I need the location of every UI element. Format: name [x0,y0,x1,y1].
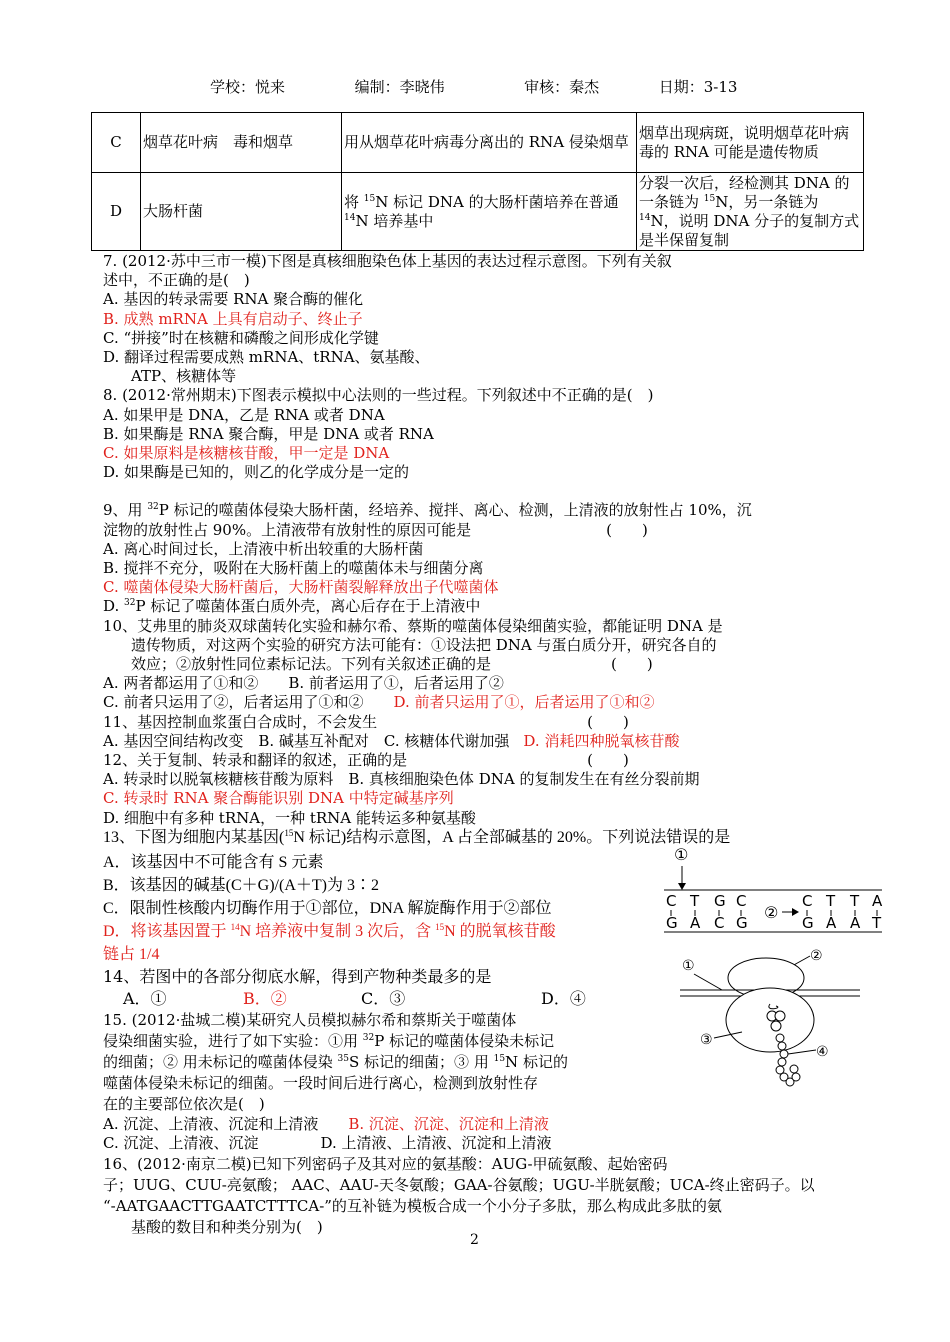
q7-option-a: A. 基因的转录需要 RNA 聚合酶的催化 [103,290,364,309]
base: T [850,892,860,910]
base: G [666,914,678,932]
q15-stem-cont3: 噬菌体侵染未标记的细菌。一段时间后进行离心，检测到放射性存 [103,1074,539,1093]
q15-option-b-answer: B. 沉淀、沉淀、沉淀和上清液 [348,1115,549,1134]
q14-stem: 14、若图中的各部分彻底水解，得到产物种类最多的是 [103,967,492,987]
q16-stem: 16、(2012·南京二模)已知下列密码子及其对应的氨基酸：AUG-甲硫氨酸、起始密码 [103,1154,668,1173]
base: G [802,914,814,932]
q15-stem-cont2: 的细菌；② 用未标记的噬菌体侵染 $^{35}$S 标记的细菌；③ 用 $^{15}$N 标记的 [103,1053,568,1072]
row-result: 烟草出现病斑，说明烟草花叶病毒的 RNA 可能是遗传物质 [637,113,864,173]
q11-options: A. 基因空间结构改变 B. 碱基互补配对 C. 核糖体代谢加强 D. 消耗四种脱氧核苷酸 [103,731,680,750]
q7-option-b-answer: B. 成熟 mRNA 上具有启动子、终止子 [103,309,363,328]
q7-option-d: D. 翻译过程需要成熟 mRNA、tRNA、氨基酸、 [103,348,430,367]
q13-option-b: B．该基因的碱基(C＋G)/(A＋T)为 3∶2 [103,877,379,895]
base: T [872,914,882,932]
table-row [92,173,864,251]
ribosome-label-2: ② [810,948,823,964]
q13-option-a: A．该基因中不可能含有 S 元素 [103,854,324,872]
q15-option-cd: C. 沉淀、上清液、沉淀 D. 上清液、上清液、沉淀和上清液 [103,1134,552,1153]
q9-option-a: A. 离心时间过长，上清液中析出较重的大肠杆菌 [103,539,424,558]
base: C [802,892,813,910]
q11-stem: 11、基因控制血浆蛋白合成时，不会发生 ( ) [103,712,629,731]
row-method: 用从烟草花叶病毒分离出的 RNA 侵染烟草 [342,113,637,173]
base: T [690,892,700,910]
q12-stem: 12、关于复制、转录和翻译的叙述，正确的是 ( ) [103,751,629,770]
q10-stem: 10、艾弗里的肺炎双球菌转化实验和赫尔希、蔡斯的噬菌体侵染细菌实验，都能证明 DNA 是 [103,616,723,635]
q8-option-c-answer: C. 如果原料是核糖核苷酸，甲一定是 DNA [103,444,390,463]
q16-stem-cont: 子；UUG、CUU-亮氨酸； AAC、AAU-天冬氨酸；GAA-谷氨酸；UGU-半胱氨酸；UCA-终止密码子。以 [103,1175,815,1194]
page-header [210,76,737,97]
q12-option-d: D. 细胞中有多种 tRNA，一种 tRNA 能转运多种氨基酸 [103,808,476,827]
experiment-table [91,112,864,251]
q14-options: A．① B．② C．③ D．④ [123,989,586,1009]
q10-option-cd: C. 前者只运用了②，后者运用了①和② D. 前者只运用了①，后者运用了①和② [103,693,655,712]
base: C [736,892,747,910]
q7-stem-cont: 述中，不正确的是( ) [103,271,250,290]
q10-option-ab: A. 两者都运用了①和② B. 前者运用了①，后者运用了② [103,674,504,693]
q8-option-a: A. 如果甲是 DNA，乙是 RNA 或者 DNA [103,405,385,424]
q10-option-d-answer: D. 前者只运用了①，后者运用了①和② [393,693,655,712]
header-editor: 编制：李晓伟 [354,78,445,96]
base: G [714,892,726,910]
q8-stem: 8. (2012·常州期末)下图表示模拟中心法则的一些过程。下列叙述中不正确的是( ) [103,386,654,405]
row-material: 烟草花叶病 毒和烟草 [141,113,342,173]
q15-stem: 15. (2012·盐城二模)某研究人员模拟赫尔希和蔡斯关于噬菌体 [103,1011,517,1030]
base: A [872,892,883,910]
q13-option-d-cont: 链占 1/4 [103,946,160,964]
q10-stem-cont2: 效应；②放射性同位素标记法。下列有关叙述正确的是 ( ) [131,655,653,674]
q7-stem: 7. (2012·苏中三市一模)下图是真核细胞染色体上基因的表达过程示意图。下列有关叙 [103,252,672,270]
row-label: C [92,113,141,173]
row-result: 分裂一次后，经检测其 DNA 的一条链为 $^{15}$N，另一条链为 $^{14}$N，说明 DNA 分子的复制方式是半保留复制 [637,173,864,251]
q15-stem-cont4: 在的主要部位依次是( ) [103,1095,265,1114]
ribosome-figure [680,946,860,1096]
header-reviewer: 审核：秦杰 [524,78,600,96]
header-school: 学校：悦来 [210,78,286,96]
q8-option-b: B. 如果酶是 RNA 聚合酶，甲是 DNA 或者 RNA [103,424,434,443]
q7-option-c: C. “拼接”时在核糖和磷酸之间形成化学键 [103,328,379,347]
q9-option-c-answer: C. 噬菌体侵染大肠杆菌后，大肠杆菌裂解释放出子代噬菌体 [103,578,499,597]
base: G [736,914,748,932]
q15-stem-cont: 侵染细菌实验，进行了如下实验：①用 $^{32}$P 标记的噬菌体侵染未标记 [103,1032,555,1051]
q15-option-ab: A. 沉淀、上清液、沉淀和上清液 B. 沉淀、沉淀、沉淀和上清液 [103,1115,549,1134]
base: C [666,892,677,910]
q7-option-d-cont: ATP、核糖体等 [131,367,237,386]
ribosome-label-1: ① [682,958,695,974]
base: A [690,914,701,932]
table-row [92,113,864,173]
q9-option-b: B. 搅拌不充分，吸附在大肠杆菌上的噬菌体未与细菌分离 [103,559,484,578]
ribosome-label-4: ④ [816,1044,829,1060]
dna-structure-figure [660,842,890,942]
q8-option-d: D. 如果酶是已知的，则乙的化学成分是一定的 [103,463,410,482]
q14-option-b-answer: B．② [243,989,287,1009]
dna-marker-1: ① [674,845,689,864]
base: A [850,914,861,932]
base: T [826,892,836,910]
q13-option-d-answer: D．将该基因置于 $^{14}$N 培养液中复制 3 次后，含 $^{15}$N 的脱氧核苷酸 [103,922,556,941]
base: C [714,914,725,932]
row-material: 大肠杆菌 [141,173,342,251]
q16-stem-cont3: 基酸的数目和种类分别为( ) [131,1217,323,1236]
q11-option-d-answer: D. 消耗四种脱氧核苷酸 [523,731,680,750]
header-date: 日期：3-13 [658,78,738,96]
q12-option-ab: A. 转录时以脱氧核糖核苷酸为原料 B. 真核细胞染色体 DNA 的复制发生在有丝分裂前期 [103,770,700,789]
q9-option-d: D. $^{32}$P 标记了噬菌体蛋白质外壳，离心后存在于上清液中 [103,597,481,616]
q13-stem: 13、下图为细胞内某基因($^{15}$N 标记)结构示意图，A 占全部碱基的 20%。下列说法错误的是 [103,827,731,846]
dna-marker-2: ② [764,903,779,922]
q13-option-c: C．限制性核酸内切酶作用于①部位，DNA 解旋酶作用于②部位 [103,900,552,918]
q16-stem-cont2: “-AATGAACTTGAATCTTTCA-”的互补链为模板合成一个小分子多肽，那么构成此多肽的氨 [103,1196,722,1215]
q10-stem-cont: 遗传物质，对这两个实验的研究方法可能有：①设法把 DNA 与蛋白质分开，研究各自的 [131,635,717,654]
ribosome-label-3: ③ [700,1032,713,1048]
page-number: 2 [470,1232,479,1248]
row-label: D [92,173,141,251]
q9-stem: 9、用 $^{32}$P 标记的噬菌体侵染大肠杆菌，经培养、搅拌、离心、检测，上清液的放射性占 10%，沉 [103,501,752,520]
base: A [826,914,837,932]
row-method: 将 $^{15}$N 标记 DNA 的大肠杆菌培养在普通 $^{14}$N 培养基中 [342,173,637,251]
q12-option-c-answer: C. 转录时 RNA 聚合酶能识别 DNA 中特定碱基序列 [103,789,454,808]
q9-stem-cont: 淀物的放射性占 90%。上清液带有放射性的原因可能是 ( ) [103,520,648,539]
